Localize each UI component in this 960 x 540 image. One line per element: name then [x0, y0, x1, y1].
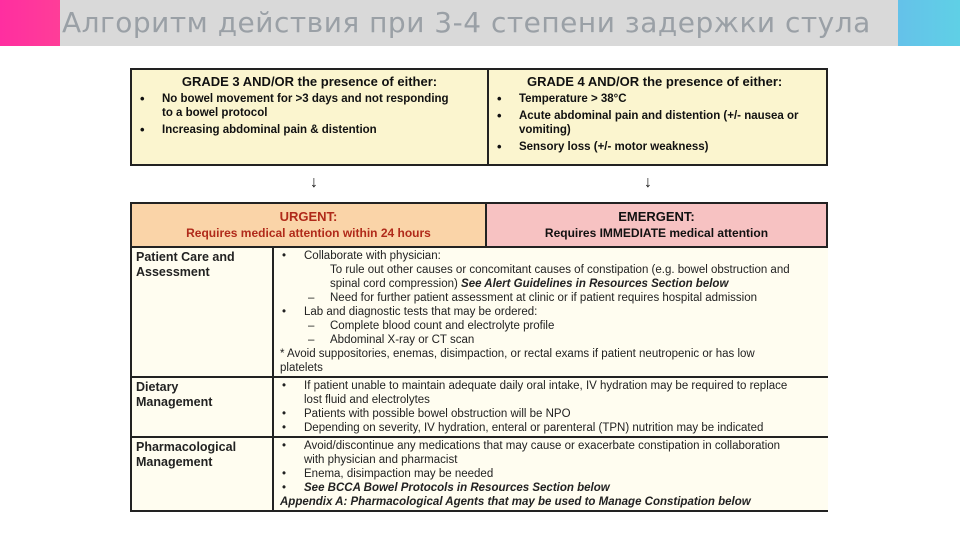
list-item-text: Need for further patient assessment at clinic or if patient requires hospital admission: [330, 292, 757, 304]
list-item: [278, 249, 828, 263]
dash-icon: –: [308, 292, 315, 304]
table-row: [132, 438, 828, 512]
table-row: [132, 378, 828, 438]
row-header: [132, 438, 274, 510]
list-item: [278, 453, 828, 467]
dash-icon: –: [308, 320, 315, 332]
down-arrow-icon: ↓: [310, 174, 318, 191]
grade3-title: GRADE 3 AND/OR the presence of either:: [181, 74, 438, 89]
list-item: [278, 393, 828, 407]
list-item: [278, 319, 828, 333]
urgent-subtitle: Requires medical attention within 24 hours: [186, 226, 431, 240]
list-item-text: with physician and pharmacist: [304, 454, 458, 466]
bullet-icon: •: [282, 422, 287, 434]
row-header-line: Dietary: [136, 380, 179, 394]
grade-criteria: [130, 68, 828, 166]
row-header-line: Patient Care and: [136, 250, 235, 264]
list-item: [278, 439, 828, 453]
bullet-icon: •: [282, 482, 287, 494]
list-item-text: Enema, disimpaction may be needed: [304, 468, 494, 480]
slide-title: Алгоритм действия при 3-4 степени задержки стула: [62, 6, 871, 39]
grade3-criterion: • Increasing abdominal pain & distention: [136, 123, 483, 137]
grade3-criteria-list: [136, 92, 483, 137]
grade4-criterion: • Acute abdominal pain and distention (+/- nausea or vomiting): [493, 109, 822, 137]
bullet-icon: •: [282, 306, 287, 318]
list-item: [278, 379, 828, 393]
bullet-icon: •: [282, 468, 287, 480]
constipation-algorithm-document: [130, 68, 828, 530]
list-item: [278, 481, 828, 495]
list-item-reference: See Alert Guidelines in Resources Section below: [461, 278, 729, 290]
bullet-icon: •: [282, 440, 287, 452]
grade4-criterion: • Sensory loss (+/- motor weakness): [493, 140, 822, 154]
list-item: [278, 277, 828, 291]
list-item-text: Avoid/discontinue any medications that may cause or exacerbate constipation in collaboration: [304, 440, 781, 452]
list-item: [278, 347, 828, 361]
grade4-box: [489, 68, 828, 166]
list-item-text: platelets: [280, 362, 323, 374]
list-item-text: Abdominal X-ray or CT scan: [330, 334, 475, 346]
list-item-text: See BCCA Bowel Protocols in Resources Section below: [304, 482, 610, 494]
row-header-line: Pharmacological: [136, 440, 237, 454]
list-item: [278, 407, 828, 421]
list-item-text: If patient unable to maintain adequate daily oral intake, IV hydration may be required to replace: [304, 380, 788, 392]
urgent-title: URGENT:: [279, 209, 338, 224]
grade4-criteria-list: [493, 92, 822, 154]
list-item-text: Depending on severity, IV hydration, enteral or parenteral (TPN) nutrition may be indicated: [304, 422, 764, 434]
list-item-text: Lab and diagnostic tests that may be ordered:: [304, 306, 538, 318]
row-content: [274, 248, 828, 376]
list-item: [278, 361, 828, 375]
down-arrow-icon: ↓: [644, 174, 652, 191]
row-header-line: Management: [136, 395, 213, 409]
urgency-header: [130, 202, 828, 248]
row-header: [132, 378, 274, 436]
bullet-icon: •: [282, 408, 287, 420]
list-item-text: To rule out other causes or concomitant causes of constipation (e.g. bowel obstruction and: [330, 264, 790, 276]
list-item-text: * Avoid suppositories, enemas, disimpaction, or rectal exams if patient neutropenic or has low: [280, 348, 755, 360]
row-header: [132, 248, 274, 376]
bullet-icon: •: [282, 380, 287, 392]
list-item: [278, 421, 828, 435]
list-item-text: lost fluid and electrolytes: [304, 394, 430, 406]
urgent-box: [132, 204, 487, 246]
list-item: [278, 263, 828, 277]
list-item-text: Complete blood count and electrolyte profile: [330, 320, 555, 332]
dash-icon: –: [308, 334, 315, 346]
title-bar: [60, 0, 898, 46]
list-item: [278, 495, 828, 509]
emergent-title: EMERGENT:: [618, 209, 695, 224]
grade4-criterion: • Temperature > 38°C: [493, 92, 822, 106]
list-item: [278, 305, 828, 319]
list-item: [278, 467, 828, 481]
row-content: [274, 378, 828, 436]
list-item-text: Collaborate with physician:: [304, 250, 441, 262]
bullet-icon: •: [282, 250, 287, 262]
grade3-criterion: • No bowel movement for >3 days and not responding to a bowel protocol: [136, 92, 483, 120]
emergent-subtitle: Requires IMMEDIATE medical attention: [544, 226, 769, 240]
row-content: [274, 438, 828, 510]
emergent-box: [487, 204, 826, 246]
row-header-line: Assessment: [136, 265, 210, 279]
list-item-text: Appendix A: Pharmacological Agents that may be used to Manage Constipation below: [280, 496, 751, 508]
grade4-title: GRADE 4 AND/OR the presence of either:: [526, 74, 783, 89]
list-item: [278, 333, 828, 347]
list-item: [278, 291, 828, 305]
list-item-text: Patients with possible bowel obstruction will be NPO: [304, 408, 571, 420]
management-table: [130, 248, 828, 512]
list-item-text: spinal cord compression): [330, 278, 458, 290]
grade3-box: [130, 68, 489, 166]
row-header-line: Management: [136, 455, 213, 469]
table-row: [132, 248, 828, 378]
